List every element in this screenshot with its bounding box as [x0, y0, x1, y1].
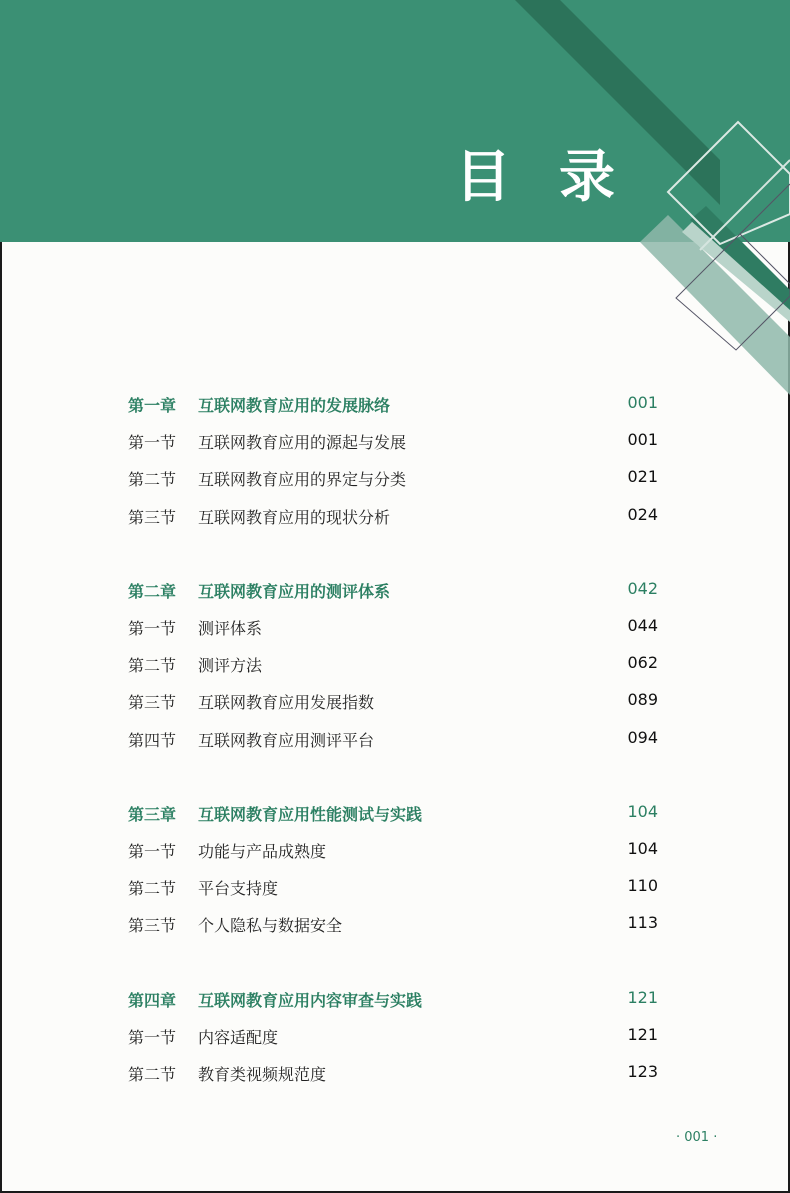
chapter-label: 第四章 [128, 991, 177, 1010]
folio-page-number: · 001 · [676, 1130, 718, 1145]
chapter-label: 第一章 [128, 396, 177, 415]
chapter-title: 互联网教育应用性能测试与实践 [198, 805, 423, 824]
page-number: 024 [627, 505, 658, 524]
section-label: 第二节 [128, 470, 177, 489]
page-number: 104 [627, 839, 658, 858]
toc-section [128, 728, 658, 754]
toc-section [128, 876, 658, 902]
toc-section [128, 839, 658, 865]
section-title: 内容适配度 [198, 1028, 279, 1047]
page-number: 110 [627, 876, 658, 895]
toc-chapter-4 [128, 988, 658, 1014]
section-title: 平台支持度 [198, 879, 279, 898]
section-label: 第三节 [128, 916, 177, 935]
section-label: 第一节 [128, 842, 177, 861]
section-label: 第一节 [128, 1028, 177, 1047]
section-label: 第四节 [128, 731, 177, 750]
chapter-title: 互联网教育应用的发展脉络 [198, 396, 391, 415]
section-label: 第三节 [128, 508, 177, 527]
page-number: 121 [627, 1025, 658, 1044]
page-number: 044 [627, 616, 658, 635]
page-number: 123 [627, 1062, 658, 1081]
section-label: 第二节 [128, 1065, 177, 1084]
page-number: 121 [627, 988, 658, 1007]
page-number: 021 [627, 467, 658, 486]
chapter-label: 第二章 [128, 582, 177, 601]
page-title: 目录 [455, 145, 663, 210]
section-title: 测评方法 [198, 656, 263, 675]
section-title: 功能与产品成熟度 [198, 842, 327, 861]
chapter-title: 互联网教育应用的测评体系 [198, 582, 391, 601]
section-title: 教育类视频规范度 [198, 1065, 327, 1084]
toc-section [128, 690, 658, 716]
toc-section [128, 1025, 658, 1051]
toc-section [128, 1062, 658, 1088]
section-title: 互联网教育应用的现状分析 [198, 508, 391, 527]
page-number: 001 [627, 393, 658, 412]
page-number: 062 [627, 653, 658, 672]
toc-chapter-2 [128, 579, 658, 605]
section-label: 第二节 [128, 879, 177, 898]
toc-section [128, 616, 658, 642]
section-title: 互联网教育应用的界定与分类 [198, 470, 407, 489]
toc-section [128, 467, 658, 493]
section-title: 互联网教育应用测评平台 [198, 731, 375, 750]
toc-section [128, 505, 658, 531]
section-title: 测评体系 [198, 619, 263, 638]
section-title: 互联网教育应用发展指数 [198, 693, 375, 712]
page-number: 094 [627, 728, 658, 747]
toc-chapter-3 [128, 802, 658, 828]
chapter-label: 第三章 [128, 805, 177, 824]
toc-section [128, 430, 658, 456]
toc-section [128, 913, 658, 939]
page-number: 001 [627, 430, 658, 449]
page-number: 104 [627, 802, 658, 821]
page-number: 042 [627, 579, 658, 598]
chapter-title: 互联网教育应用内容审查与实践 [198, 991, 423, 1010]
section-label: 第一节 [128, 619, 177, 638]
toc-section [128, 653, 658, 679]
page-number: 113 [627, 913, 658, 932]
section-title: 个人隐私与数据安全 [198, 916, 343, 935]
section-label: 第二节 [128, 656, 177, 675]
section-label: 第一节 [128, 433, 177, 452]
section-title: 互联网教育应用的源起与发展 [198, 433, 407, 452]
section-label: 第三节 [128, 693, 177, 712]
page-number: 089 [627, 690, 658, 709]
toc-chapter-1 [128, 393, 658, 419]
